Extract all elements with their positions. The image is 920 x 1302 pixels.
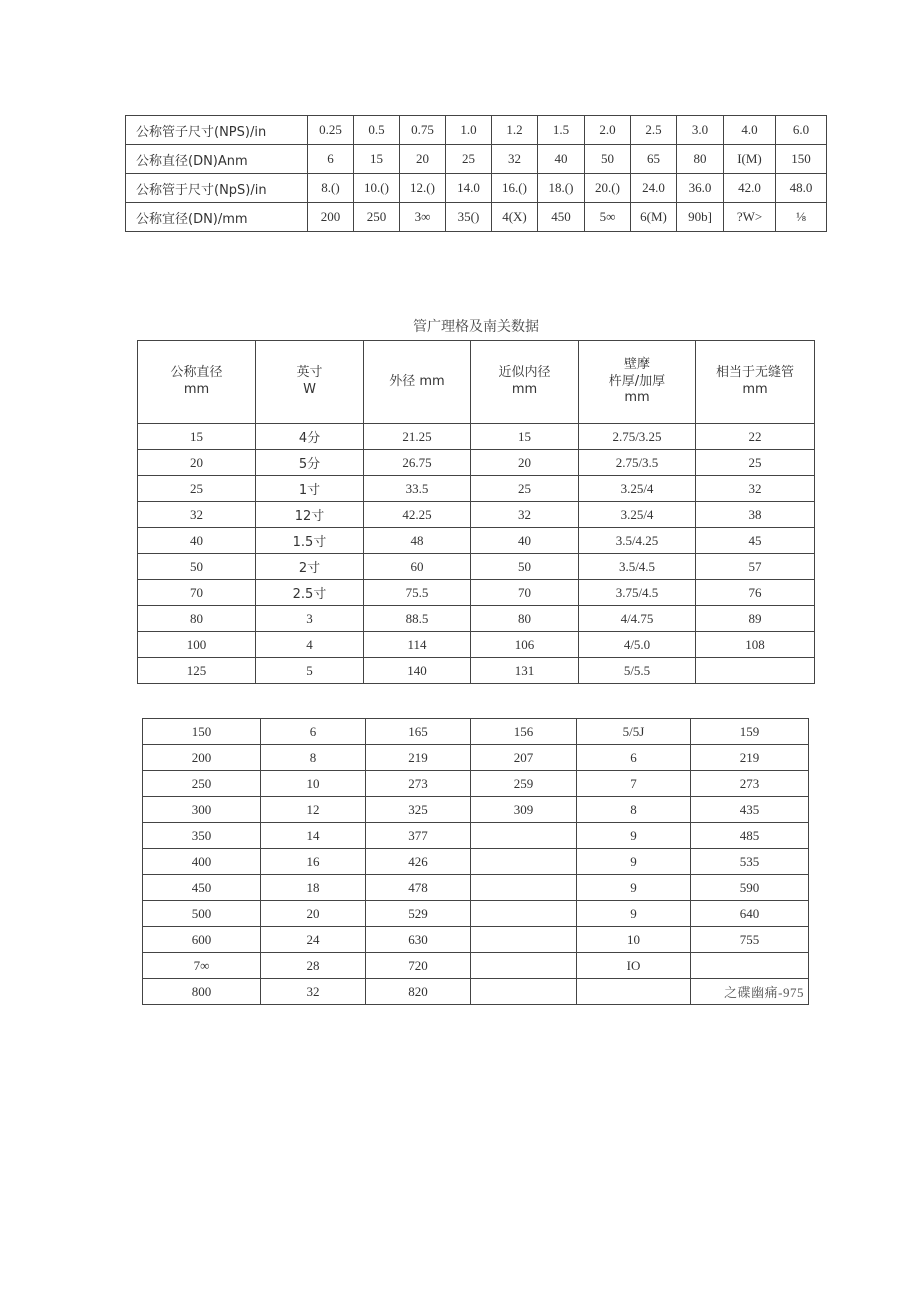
table-cell: 26.75 xyxy=(364,450,471,476)
table-cell: 2.75/3.5 xyxy=(579,450,696,476)
table-cell: 4(X) xyxy=(492,203,538,232)
table-cell: 16.() xyxy=(492,174,538,203)
table-cell: 478 xyxy=(366,875,471,901)
table-cell: 28 xyxy=(261,953,366,979)
header-line: mm xyxy=(183,382,210,397)
table-cell: 20 xyxy=(400,145,446,174)
table-cell xyxy=(471,875,577,901)
table-cell: 12.() xyxy=(400,174,446,203)
table-row xyxy=(126,174,827,203)
table-row xyxy=(138,632,815,658)
table-cell: 219 xyxy=(366,745,471,771)
table-row xyxy=(138,502,815,528)
table-cell: 5/5J xyxy=(577,719,691,745)
table-cell: 250 xyxy=(143,771,261,797)
table-caption: 管广理格及南关数据 xyxy=(413,319,539,335)
row-label: 公称宜径(DN)/mm xyxy=(126,203,308,232)
table-cell: 485 xyxy=(691,823,809,849)
table-cell: 630 xyxy=(366,927,471,953)
table-cell: 40 xyxy=(138,528,256,554)
table-cell: 350 xyxy=(143,823,261,849)
table-row xyxy=(143,953,809,979)
table-cell: 3.5/4.25 xyxy=(579,528,696,554)
table-row xyxy=(143,849,809,875)
table-cell: 9 xyxy=(577,875,691,901)
table-row xyxy=(138,476,815,502)
table-cell: 20 xyxy=(261,901,366,927)
table-cell: 4分 xyxy=(256,424,364,450)
table-cell: 3.0 xyxy=(677,116,724,145)
table-row xyxy=(138,554,815,580)
table-row xyxy=(138,606,815,632)
table-cell: 36.0 xyxy=(677,174,724,203)
table-cell: 400 xyxy=(143,849,261,875)
table-cell: 25 xyxy=(446,145,492,174)
table-cell: 25 xyxy=(471,476,579,502)
table-row xyxy=(138,424,815,450)
table-cell: 590 xyxy=(691,875,809,901)
table-cell: 15 xyxy=(138,424,256,450)
table-cell: 80 xyxy=(677,145,724,174)
table-cell: 500 xyxy=(143,901,261,927)
table-cell: 32 xyxy=(471,502,579,528)
table-cell: 48 xyxy=(364,528,471,554)
table-cell: 720 xyxy=(366,953,471,979)
table-cell: 25 xyxy=(696,450,815,476)
table-cell: 50 xyxy=(471,554,579,580)
table-cell: 200 xyxy=(143,745,261,771)
table-cell: 3.25/4 xyxy=(579,476,696,502)
header-line: 壁摩 xyxy=(623,356,650,372)
table-cell: 40 xyxy=(471,528,579,554)
table-cell: 42.0 xyxy=(724,174,776,203)
table-cell: 9 xyxy=(577,901,691,927)
table-cell: 24.0 xyxy=(631,174,677,203)
table-cell: 7∞ xyxy=(143,953,261,979)
table-cell: 5 xyxy=(256,658,364,684)
page-stamp: 之碟幽痛-975 xyxy=(691,979,809,1005)
table-cell: 57 xyxy=(696,554,815,580)
table-cell: 1.5寸 xyxy=(256,528,364,554)
table-cell: 4/4.75 xyxy=(579,606,696,632)
table-cell: 20.() xyxy=(585,174,631,203)
table-cell: 24 xyxy=(261,927,366,953)
table-cell: 6 xyxy=(261,719,366,745)
table-cell: 15 xyxy=(471,424,579,450)
pipe-spec-table-continued xyxy=(142,718,809,1005)
table-cell: 15 xyxy=(354,145,400,174)
row-label: 公称直径(DN)Anm xyxy=(126,145,308,174)
table-cell: 80 xyxy=(471,606,579,632)
table-cell: 89 xyxy=(696,606,815,632)
table-row xyxy=(126,145,827,174)
table-cell: 80 xyxy=(138,606,256,632)
table-cell: ⅛ xyxy=(776,203,827,232)
header-line: mm xyxy=(624,390,650,406)
table-cell: 219 xyxy=(691,745,809,771)
table-cell: 159 xyxy=(691,719,809,745)
header-row xyxy=(138,341,815,424)
table-row xyxy=(126,203,827,232)
table-cell: 10 xyxy=(261,771,366,797)
table-cell: 140 xyxy=(364,658,471,684)
table-cell: 108 xyxy=(696,632,815,658)
table-row xyxy=(138,528,815,554)
table-cell: 14.0 xyxy=(446,174,492,203)
table-cell: 18 xyxy=(261,875,366,901)
table-cell: 3.75/4.5 xyxy=(579,580,696,606)
table-cell: 2.75/3.25 xyxy=(579,424,696,450)
table-cell: 8.() xyxy=(308,174,354,203)
table-cell: 48.0 xyxy=(776,174,827,203)
table-cell: ?W> xyxy=(724,203,776,232)
table-cell: 8 xyxy=(261,745,366,771)
table-cell: 600 xyxy=(143,927,261,953)
table-cell: 4.0 xyxy=(724,116,776,145)
table-cell: 6(M) xyxy=(631,203,677,232)
header-line: 相当于无缝管 xyxy=(715,365,794,381)
table-cell: 273 xyxy=(366,771,471,797)
table-cell: 5分 xyxy=(256,450,364,476)
table-cell: 33.5 xyxy=(364,476,471,502)
table-cell: 50 xyxy=(138,554,256,580)
table-row xyxy=(143,719,809,745)
table-row xyxy=(143,875,809,901)
table-cell: 377 xyxy=(366,823,471,849)
table-cell: 450 xyxy=(538,203,585,232)
table-cell: 125 xyxy=(138,658,256,684)
table-cell: 90b] xyxy=(677,203,724,232)
table-cell: 70 xyxy=(138,580,256,606)
table-cell: 10 xyxy=(577,927,691,953)
table-cell: 131 xyxy=(471,658,579,684)
pipe-spec-table xyxy=(137,340,815,684)
table-cell: 35() xyxy=(446,203,492,232)
column-header xyxy=(364,341,471,424)
table-cell: 5∞ xyxy=(585,203,631,232)
table-cell: 4/5.0 xyxy=(579,632,696,658)
header-line: 公称直径 xyxy=(170,365,223,381)
table-cell: 0.5 xyxy=(354,116,400,145)
nps-dn-table xyxy=(125,115,827,232)
table-cell: 21.25 xyxy=(364,424,471,450)
table-cell: 45 xyxy=(696,528,815,554)
table-cell: 250 xyxy=(354,203,400,232)
table-cell: 6.0 xyxy=(776,116,827,145)
table-cell: 42.25 xyxy=(364,502,471,528)
table-cell: 20 xyxy=(471,450,579,476)
table-cell: 3.5/4.5 xyxy=(579,554,696,580)
table-cell: 200 xyxy=(308,203,354,232)
table-cell: 106 xyxy=(471,632,579,658)
table-row xyxy=(138,658,815,684)
table-cell xyxy=(577,979,691,1005)
table-cell: 426 xyxy=(366,849,471,875)
column-header xyxy=(138,341,256,424)
table-cell xyxy=(696,658,815,684)
table-cell: 4 xyxy=(256,632,364,658)
table-cell: 2.0 xyxy=(585,116,631,145)
table-cell: 9 xyxy=(577,849,691,875)
table-cell: 20 xyxy=(138,450,256,476)
table-cell: 12 xyxy=(261,797,366,823)
table-cell: 6 xyxy=(308,145,354,174)
table-cell: 65 xyxy=(631,145,677,174)
table-cell: 38 xyxy=(696,502,815,528)
table-cell: 50 xyxy=(585,145,631,174)
header-line: W xyxy=(303,382,316,397)
table-cell: 150 xyxy=(776,145,827,174)
table-cell: 32 xyxy=(492,145,538,174)
table-cell: 32 xyxy=(696,476,815,502)
table-row xyxy=(143,771,809,797)
table-cell: 12寸 xyxy=(256,502,364,528)
table-cell: 75.5 xyxy=(364,580,471,606)
table-cell: 18.() xyxy=(538,174,585,203)
table-cell: 25 xyxy=(138,476,256,502)
table-cell: IO xyxy=(577,953,691,979)
table-cell: 1.0 xyxy=(446,116,492,145)
table-cell: 207 xyxy=(471,745,577,771)
table-cell: 259 xyxy=(471,771,577,797)
table-cell: 60 xyxy=(364,554,471,580)
row-label: 公称管子尺寸(NPS)/in xyxy=(126,116,308,145)
table-cell: 2寸 xyxy=(256,554,364,580)
table-row xyxy=(126,116,827,145)
header-line: 近似内径 xyxy=(498,365,551,381)
table-cell: 70 xyxy=(471,580,579,606)
table-cell: 1寸 xyxy=(256,476,364,502)
table-cell: 16 xyxy=(261,849,366,875)
table-cell: 820 xyxy=(366,979,471,1005)
table-cell: 3∞ xyxy=(400,203,446,232)
column-header xyxy=(256,341,364,424)
header-line: mm xyxy=(742,382,768,397)
table-cell xyxy=(471,927,577,953)
table-cell: 309 xyxy=(471,797,577,823)
table-cell xyxy=(471,849,577,875)
table-cell: 0.75 xyxy=(400,116,446,145)
table-cell: 32 xyxy=(261,979,366,1005)
column-header xyxy=(471,341,579,424)
table-cell: 9 xyxy=(577,823,691,849)
table-row xyxy=(143,901,809,927)
table-cell: 150 xyxy=(143,719,261,745)
table-row xyxy=(138,450,815,476)
table-cell: 76 xyxy=(696,580,815,606)
table-row xyxy=(138,580,815,606)
table-cell: 325 xyxy=(366,797,471,823)
table-cell xyxy=(471,979,577,1005)
table-cell: 88.5 xyxy=(364,606,471,632)
table-cell: 800 xyxy=(143,979,261,1005)
table-cell: 273 xyxy=(691,771,809,797)
table-cell: 165 xyxy=(366,719,471,745)
row-label: 公称管于尺寸(NpS)/in xyxy=(126,174,308,203)
table-cell: 8 xyxy=(577,797,691,823)
table-cell: 529 xyxy=(366,901,471,927)
table-cell: 640 xyxy=(691,901,809,927)
column-header xyxy=(579,341,696,424)
table-cell: 1.2 xyxy=(492,116,538,145)
table-row xyxy=(143,979,809,1005)
header-line: 外径 mm xyxy=(389,373,445,389)
table-cell: 535 xyxy=(691,849,809,875)
table-cell: 114 xyxy=(364,632,471,658)
table-cell: 2.5 xyxy=(631,116,677,145)
table-cell xyxy=(471,953,577,979)
table-cell: 7 xyxy=(577,771,691,797)
table-cell xyxy=(691,953,809,979)
table-cell: 3 xyxy=(256,606,364,632)
header-line: 英寸 xyxy=(296,365,323,381)
header-line: 杵厚/加厚 xyxy=(608,373,666,389)
table-cell: 156 xyxy=(471,719,577,745)
table-cell xyxy=(471,901,577,927)
table-cell: 40 xyxy=(538,145,585,174)
table-cell: 5/5.5 xyxy=(579,658,696,684)
table-cell: 435 xyxy=(691,797,809,823)
table-cell: 32 xyxy=(138,502,256,528)
table-cell: 755 xyxy=(691,927,809,953)
column-header xyxy=(696,341,815,424)
table-cell: 2.5寸 xyxy=(256,580,364,606)
table-row xyxy=(143,823,809,849)
table-cell: 450 xyxy=(143,875,261,901)
table-row xyxy=(143,797,809,823)
table-cell xyxy=(471,823,577,849)
table-cell: 14 xyxy=(261,823,366,849)
table-cell: 100 xyxy=(138,632,256,658)
table-cell: 1.5 xyxy=(538,116,585,145)
table-row xyxy=(143,927,809,953)
table-cell: 0.25 xyxy=(308,116,354,145)
table-cell: 300 xyxy=(143,797,261,823)
table-row xyxy=(143,745,809,771)
table-cell: 6 xyxy=(577,745,691,771)
header-line: mm xyxy=(511,382,538,397)
table-cell: 3.25/4 xyxy=(579,502,696,528)
table-cell: 22 xyxy=(696,424,815,450)
table-cell: I(M) xyxy=(724,145,776,174)
table-cell: 10.() xyxy=(354,174,400,203)
